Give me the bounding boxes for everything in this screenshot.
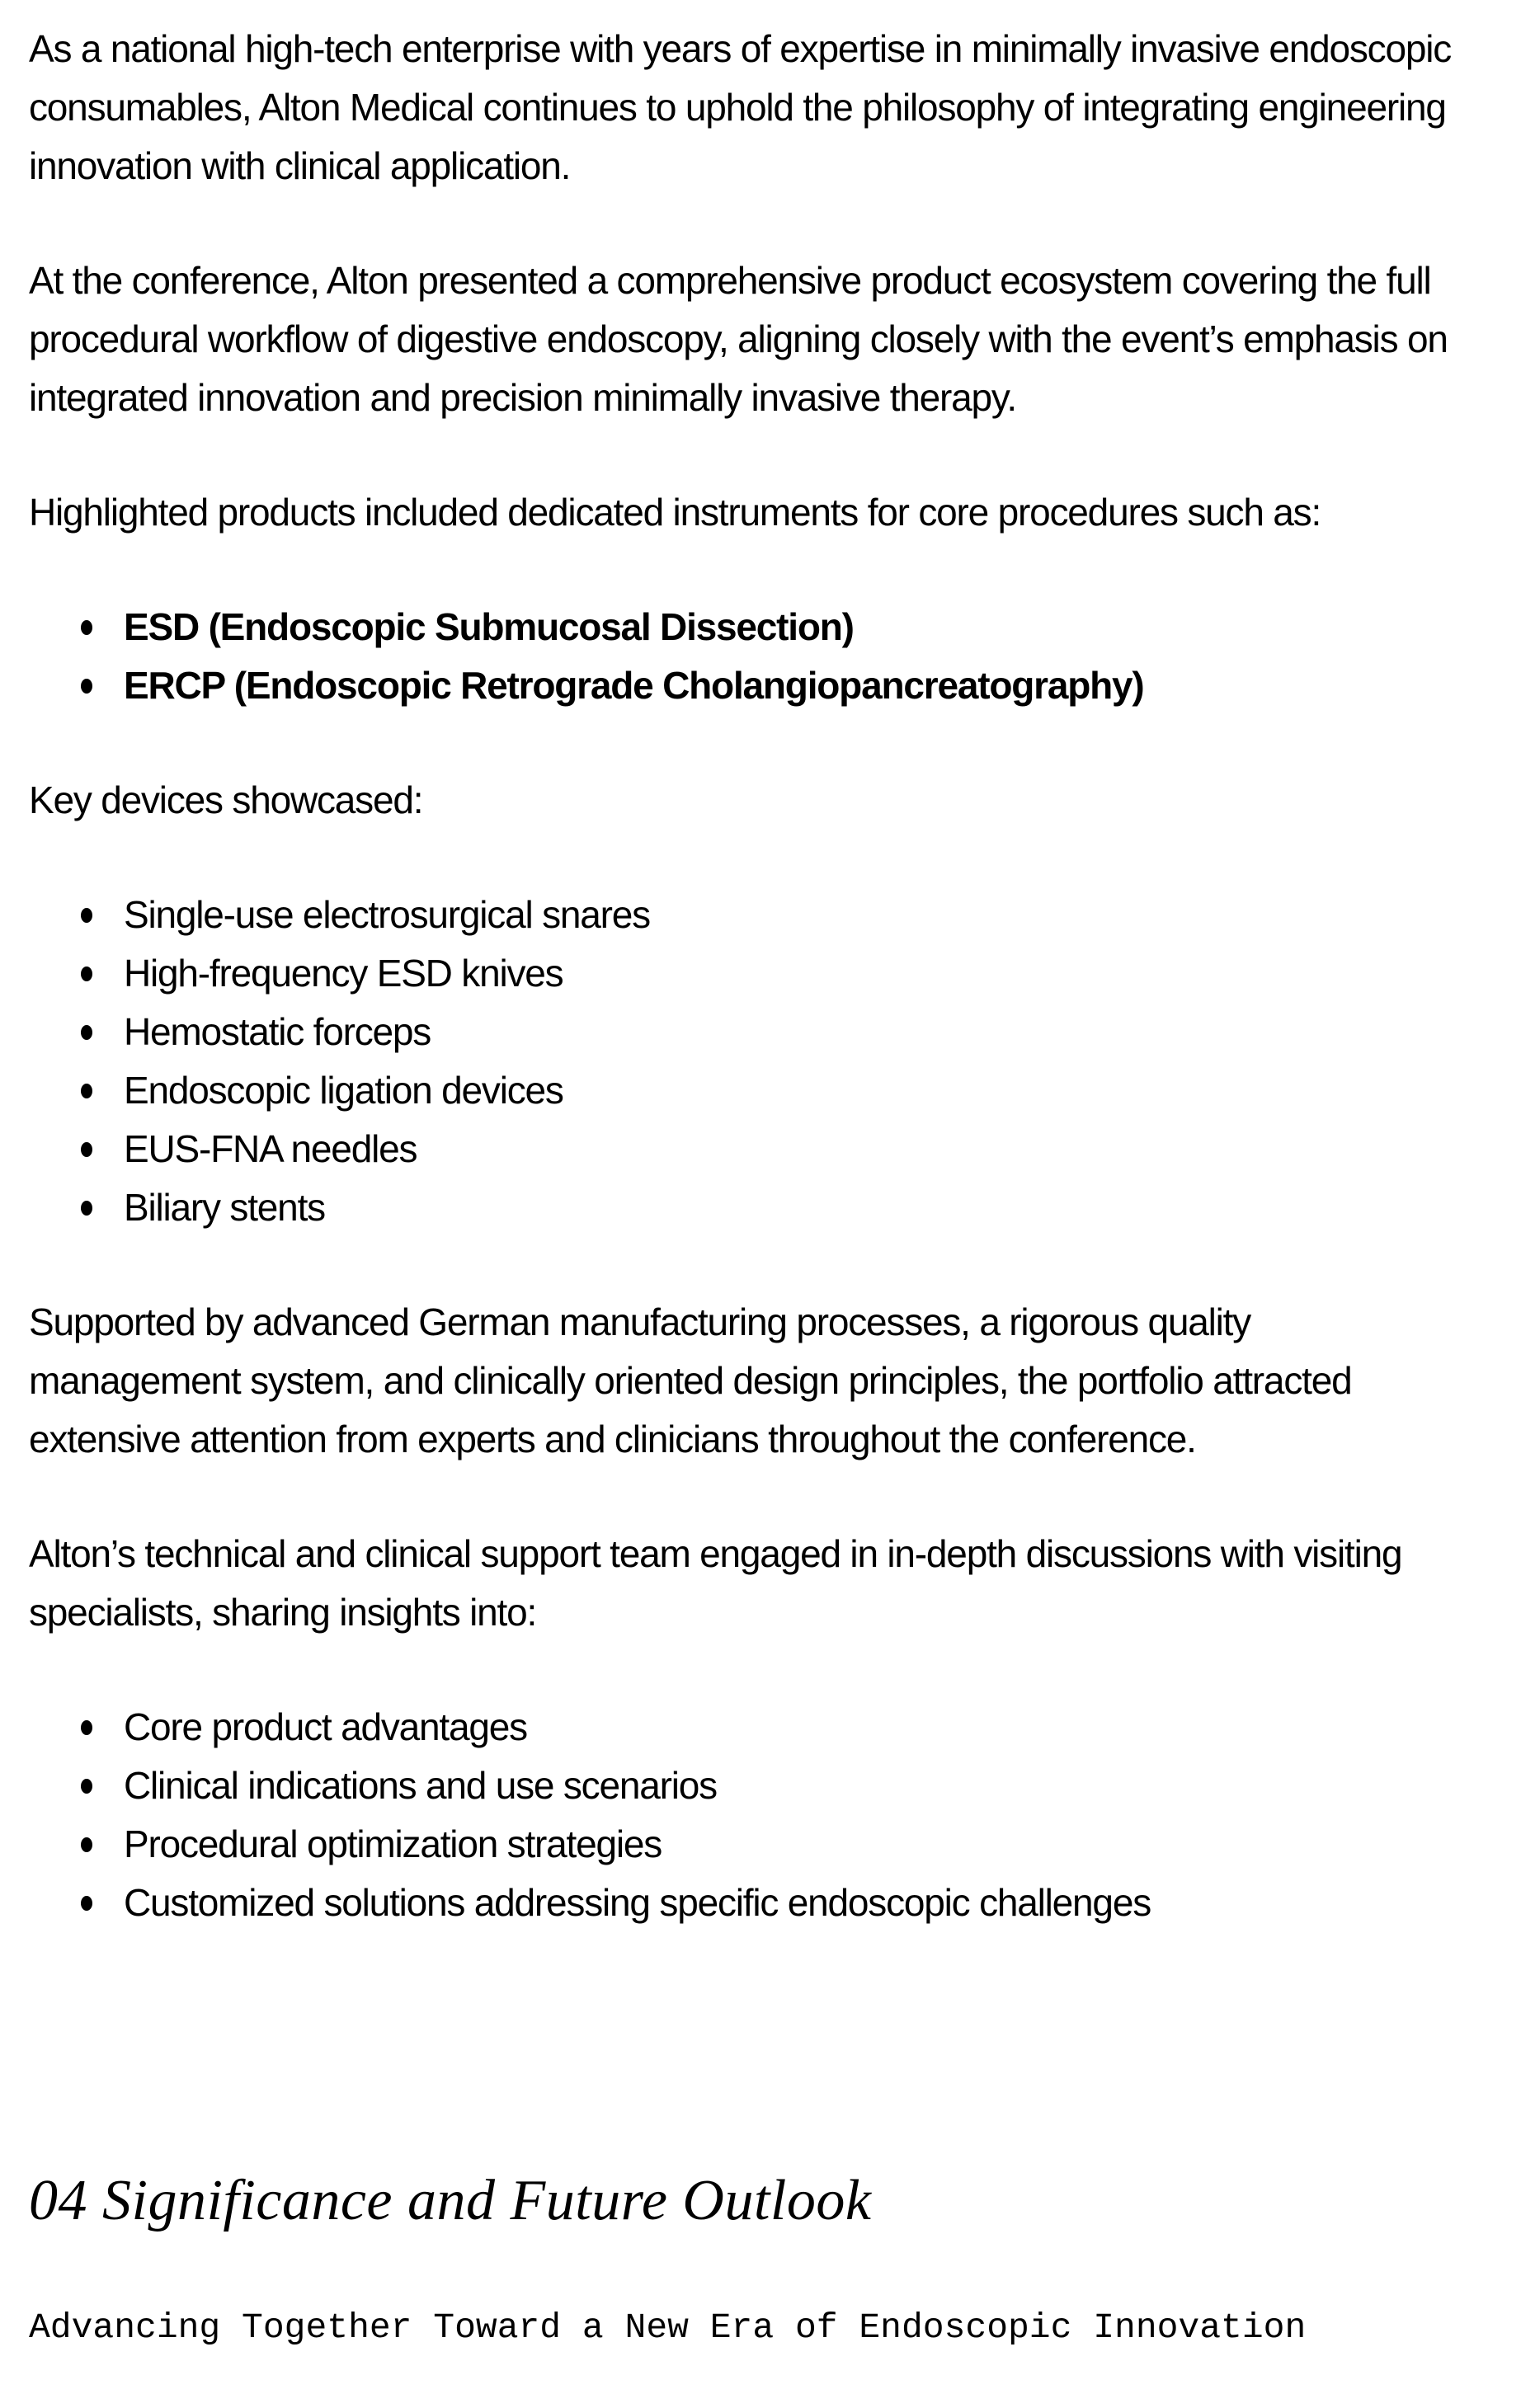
bullet-icon bbox=[81, 1779, 92, 1794]
bullet-icon bbox=[81, 1837, 92, 1852]
list-item bbox=[29, 944, 1458, 1003]
bullet-icon bbox=[81, 1084, 92, 1098]
list-item-label: Procedural optimization strategies bbox=[124, 1822, 662, 1865]
intro-paragraph: As a national high-tech enterprise with years of expertise in minimally invasive endoscopic consumables, Alton Medical continues to uphold the philosophy of integrating engineering innovation with clinical application. bbox=[29, 27, 1452, 187]
bullet-icon bbox=[81, 1201, 92, 1216]
list-item bbox=[29, 1698, 1458, 1757]
supported-paragraph: Supported by advanced German manufacturing processes, a rigorous quality management system, and clinically oriented design principles, the portfolio attracted extensive attention from experts and clinicians throughout the conference. bbox=[29, 1300, 1352, 1460]
section-subtitle: Advancing Together Toward a New Era of Endoscopic Innovation bbox=[29, 2307, 1307, 2348]
list-item bbox=[29, 1003, 1458, 1061]
list-item bbox=[29, 1120, 1458, 1178]
list-item-label: Customized solutions addressing specific endoscopic challenges bbox=[124, 1881, 1151, 1924]
bullet-icon bbox=[81, 679, 92, 694]
list-item-label: High-frequency ESD knives bbox=[124, 952, 563, 995]
list-item bbox=[29, 598, 1458, 656]
list-item-label: Single-use electrosurgical snares bbox=[124, 893, 650, 936]
bullet-icon bbox=[81, 1142, 92, 1157]
list-item bbox=[29, 1815, 1458, 1874]
team-paragraph: Alton’s technical and clinical support team engaged in in-depth discussions with visiting specialists, sharing insights into: bbox=[29, 1532, 1402, 1634]
list-item-label: Core product advantages bbox=[124, 1705, 527, 1748]
bullet-icon bbox=[81, 620, 92, 635]
conference-paragraph: At the conference, Alton presented a comprehensive product ecosystem covering the full procedural workflow of digestive endoscopy, aligning closely with the event’s emphasis on integrated innovation and precision minimally invasive therapy. bbox=[29, 259, 1448, 419]
list-item bbox=[29, 1061, 1458, 1120]
list-item bbox=[29, 1178, 1458, 1237]
list-item bbox=[29, 656, 1458, 715]
highlighted-products-paragraph: Highlighted products included dedicated instruments for core procedures such as: bbox=[29, 491, 1321, 534]
list-item bbox=[29, 886, 1458, 944]
list-item bbox=[29, 1757, 1458, 1815]
list-item bbox=[29, 1874, 1458, 1932]
bullet-icon bbox=[81, 1025, 92, 1040]
list-item-label: Hemostatic forceps bbox=[124, 1010, 431, 1053]
list-item-label: Biliary stents bbox=[124, 1186, 325, 1229]
procedures-list bbox=[29, 598, 1458, 715]
bullet-icon bbox=[81, 966, 92, 981]
bullet-icon bbox=[81, 1896, 92, 1911]
list-item-label: Clinical indications and use scenarios bbox=[124, 1764, 717, 1807]
bullet-icon bbox=[81, 1720, 92, 1735]
list-item-label: Endoscopic ligation devices bbox=[124, 1069, 563, 1112]
list-item-label: ESD (Endoscopic Submucosal Dissection) bbox=[124, 605, 854, 648]
insights-list bbox=[29, 1698, 1458, 1932]
devices-list bbox=[29, 886, 1458, 1237]
list-item-label: EUS-FNA needles bbox=[124, 1127, 417, 1170]
key-devices-paragraph: Key devices showcased: bbox=[29, 778, 423, 821]
bullet-icon bbox=[81, 908, 92, 923]
list-item-label: ERCP (Endoscopic Retrograde Cholangiopancreatography) bbox=[124, 664, 1144, 707]
section-heading: 04 Significance and Future Outlook bbox=[29, 2169, 872, 2232]
